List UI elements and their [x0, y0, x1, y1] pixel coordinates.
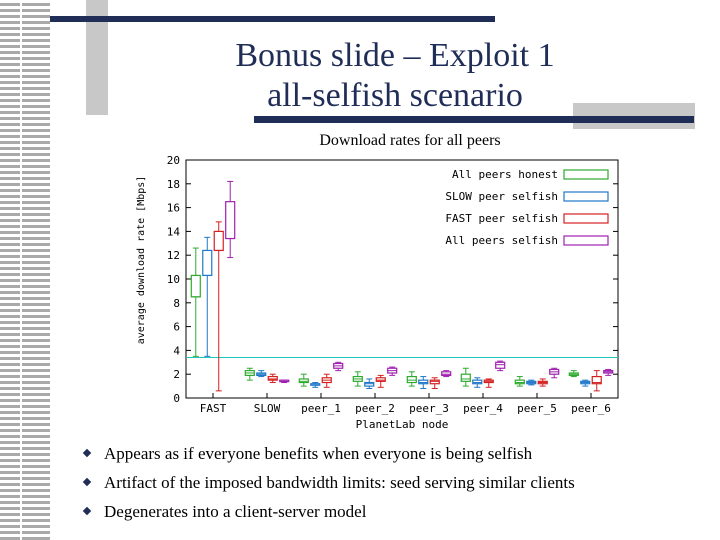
box-body	[461, 374, 470, 381]
title-line-2: all-selfish scenario	[267, 77, 523, 114]
bullet-item	[82, 497, 712, 526]
bullet-list	[82, 439, 712, 526]
y-tick-label: 4	[173, 344, 180, 358]
x-axis-label: PlanetLab node	[355, 418, 449, 430]
slide-title	[120, 36, 670, 116]
bullet-text: Artifact of the imposed bandwidth limits: seed serving similar clients	[104, 473, 575, 492]
box-body	[515, 380, 524, 384]
x-tick-label: SLOW	[253, 402, 281, 415]
x-tick-label: peer_5	[517, 402, 557, 415]
legend-swatch	[564, 214, 608, 223]
y-tick-label: 6	[173, 320, 180, 334]
title-underline	[254, 116, 694, 123]
legend-label: FAST peer selfish	[445, 212, 558, 225]
top-accent-line	[50, 16, 495, 22]
box-body	[365, 383, 374, 387]
legend-label: All peers honest	[452, 168, 558, 181]
left-striped-decoration	[0, 0, 50, 540]
bullet-item	[82, 439, 712, 468]
box-body	[191, 275, 200, 296]
diamond-bullet-icon	[83, 507, 91, 515]
bullet-text: Appears as if everyone benefits when everyone is being selfish	[104, 444, 533, 463]
y-tick-label: 12	[166, 249, 180, 263]
box-body	[442, 372, 451, 376]
diamond-bullet-icon	[83, 478, 91, 486]
legend-swatch	[564, 236, 608, 245]
box-body	[473, 380, 482, 384]
legend-swatch	[564, 170, 608, 179]
x-tick-label: peer_4	[463, 402, 503, 415]
legend-label: All peers selfish	[445, 234, 558, 247]
x-tick-label: peer_2	[355, 402, 395, 415]
box-body	[299, 379, 308, 383]
diamond-bullet-icon	[83, 449, 91, 457]
y-tick-label: 20	[166, 154, 180, 167]
box-body	[268, 377, 277, 381]
box-body	[419, 380, 428, 384]
y-tick-label: 18	[166, 177, 180, 191]
x-tick-label: peer_6	[571, 402, 611, 415]
box-body	[203, 250, 212, 275]
x-tick-label: FAST	[199, 402, 227, 415]
chart-legend	[445, 168, 608, 247]
box-body	[407, 377, 416, 383]
y-tick-label: 16	[166, 201, 180, 215]
y-tick-label: 0	[173, 392, 180, 405]
y-tick-label: 10	[166, 273, 180, 286]
chart-subtitle: Download rates for all peers	[319, 132, 501, 149]
box-body	[376, 378, 385, 382]
y-tick-label: 2	[173, 368, 180, 382]
y-tick-label: 14	[166, 225, 180, 239]
box-body	[226, 202, 235, 239]
bullet-text: Degenerates into a client-server model	[104, 502, 367, 521]
legend-swatch	[564, 192, 608, 201]
title-line-1: Bonus slide – Exploit 1	[235, 37, 555, 74]
box-body	[496, 362, 505, 368]
x-tick-label: peer_3	[409, 402, 449, 415]
y-axis-label: average download rate [Mbps]	[136, 175, 147, 345]
box-body	[430, 380, 439, 384]
download-rate-boxplot	[130, 152, 630, 430]
legend-label: SLOW peer selfish	[445, 190, 558, 203]
y-tick-label: 8	[173, 296, 180, 310]
bullet-item	[82, 468, 712, 497]
x-tick-label: peer_1	[301, 402, 341, 415]
box-body	[214, 231, 223, 250]
